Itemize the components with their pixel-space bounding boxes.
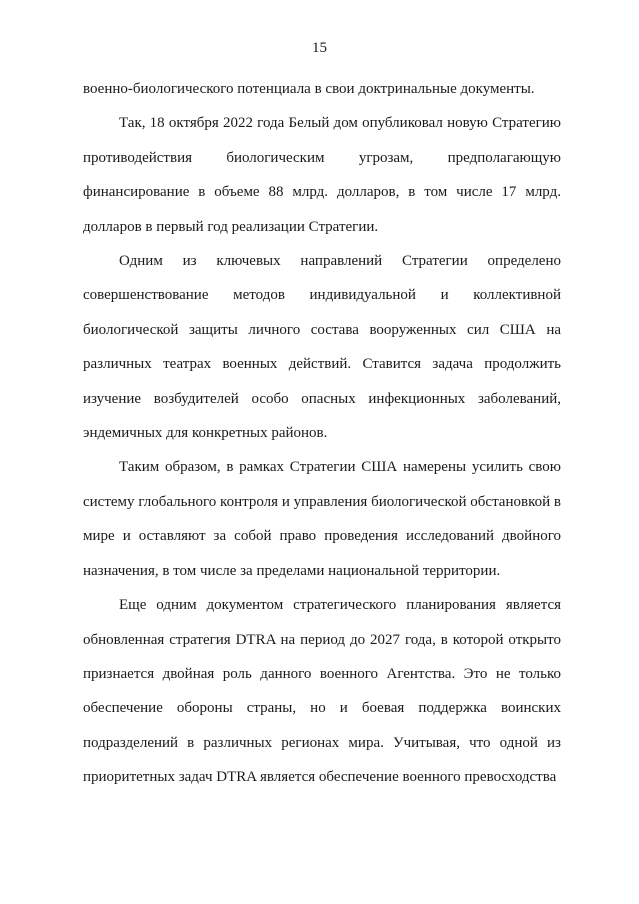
paragraph-strategy-announcement: Так, 18 октября 2022 года Белый дом опубликовал новую Стратегию противодействия биологическим угрозам, предполагающую финансирование в объеме 88 млрд. долларов, в том числе 17 млрд. долларов в первый год реализации Стратегии.	[83, 115, 561, 235]
paragraph-continuation: военно-биологического потенциала в свои доктринальные документы.	[83, 81, 535, 97]
paragraph-conclusion: Таким образом, в рамках Стратегии США намерены усилить свою систему глобального контроля и управления биологической обстановкой в мире и оставляют за собой право проведения исследований двойного назначения, в том числе за пределами национальной территории.	[83, 459, 561, 579]
page-number: 15	[312, 40, 327, 56]
document-body	[83, 72, 561, 795]
paragraph-key-directions: Одним из ключевых направлений Стратегии определено совершенствование методов индивидуальной и коллективной биологической защиты личного состава вооруженных сил США на различных театрах военных действий. Ставится задача продолжить изучение возбудителей особо опасных инфекционных заболеваний, эндемичных для конкретных районов.	[83, 253, 561, 442]
paragraph-dtra-strategy: Еще одним документом стратегического планирования является обновленная стратегия DTRA на период до 2027 года, в которой открыто признается двойная роль данного военного Агентства. Это не только обеспечение обороны страны, но и боевая поддержка воинских подразделений в различных регионах мира. Учитывая, что одной из приоритетных задач DTRA является обеспечение военного превосходства	[83, 597, 561, 786]
